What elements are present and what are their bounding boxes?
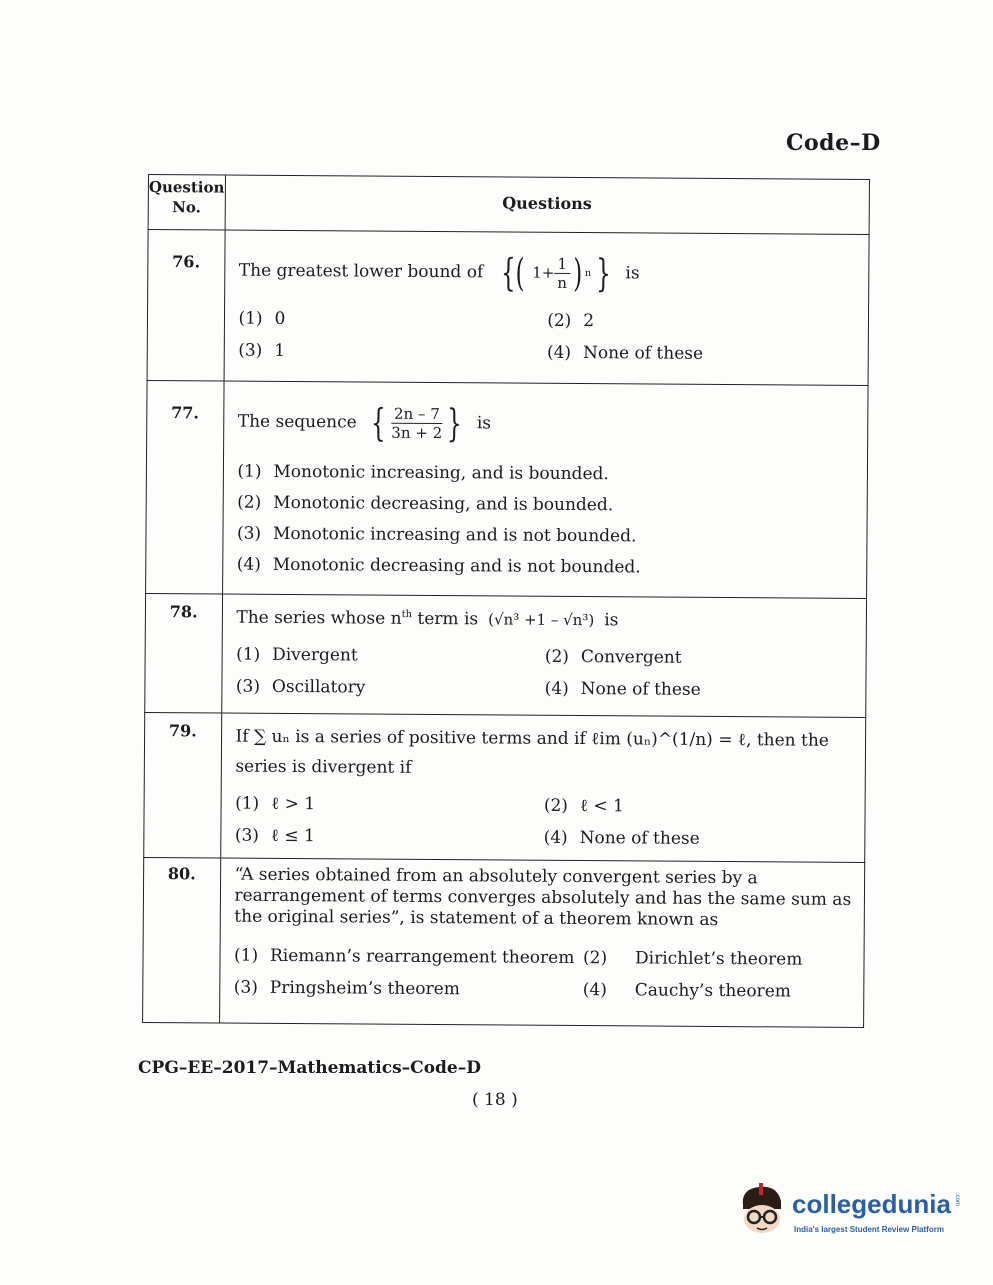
opt-text: Oscillatory — [271, 676, 366, 698]
option-3 — [237, 524, 855, 548]
question-row-80 — [143, 857, 865, 1027]
table-header-row — [148, 175, 869, 235]
expr-exp: n — [584, 267, 592, 279]
logo-suffix: .com — [954, 1193, 960, 1207]
option-2 — [547, 311, 856, 333]
option-4 — [583, 980, 852, 1002]
opt-num: (1) — [236, 644, 261, 665]
opt-text: Convergent — [580, 647, 682, 668]
question-body — [224, 230, 870, 385]
option-2 — [583, 948, 852, 970]
question-stem — [239, 245, 857, 301]
opt-num: (3) — [236, 523, 262, 544]
opt-text: Monotonic decreasing and is not bounded. — [272, 554, 641, 578]
expression: {( 1+ $\frac{1}{n}$ ) n } — [500, 250, 611, 296]
option-4 — [545, 679, 854, 701]
option-3 — [235, 826, 544, 848]
questions-header: Questions — [225, 175, 870, 234]
opt-num: (2) — [582, 948, 608, 969]
option-2 — [237, 493, 855, 517]
opt-num: (4) — [582, 980, 607, 1001]
expr-one: 1+ — [532, 263, 555, 282]
opt-text: None of these — [582, 343, 704, 364]
header-no-line1: Question — [148, 178, 225, 197]
mascot-icon — [737, 1183, 787, 1235]
opt-num: (4) — [236, 554, 261, 575]
opt-num: (2) — [543, 795, 569, 816]
stem-sup: th — [401, 609, 413, 621]
opt-text: Monotonic decreasing, and is bounded. — [273, 492, 614, 516]
frac-num: 2n – 7 — [391, 404, 443, 423]
expression: (√n³ +1 – √n³) — [488, 610, 595, 630]
opt-text: 1 — [274, 340, 286, 361]
opt-text: Monotonic increasing, and is bounded. — [273, 461, 609, 485]
option-3 — [234, 978, 583, 1000]
stem-text: If ∑ uₙ is a series of positive terms and if ℓim (uₙ)^(1/n) = ℓ, then the series is divergent if — [235, 726, 829, 778]
option-4 — [237, 555, 855, 579]
expr-frac — [554, 254, 570, 291]
option-1 — [235, 794, 544, 816]
question-table — [142, 174, 870, 1028]
opt-text: Dirichlet’s theorem — [634, 948, 803, 970]
opt-num: (2) — [237, 492, 262, 513]
logo-name: collegedunia — [792, 1189, 951, 1219]
opt-text: None of these — [580, 679, 701, 700]
options — [235, 794, 853, 850]
logo-tagline: India's largest Student Review Platform — [794, 1225, 944, 1234]
opt-num: (4) — [546, 342, 572, 363]
stem-mid: term is — [417, 608, 479, 630]
opt-text: ℓ > 1 — [271, 793, 316, 815]
expression: { $\frac{2n - 7}{3n + 2}$ } — [371, 400, 463, 446]
opt-num: (1) — [235, 793, 260, 814]
stem-text: “A series obtained from an absolutely convergent series by a rearrangement of terms converges absolutely and has the same sum as the original series”, is statement of a theorem known as — [234, 864, 852, 930]
page-number: ( 18 ) — [472, 1090, 518, 1110]
option-2 — [545, 647, 854, 669]
stem-text: The greatest lower bound of — [238, 260, 484, 283]
option-1 — [237, 462, 855, 486]
opt-text: 2 — [583, 311, 595, 332]
opt-text: Pringsheim’s theorem — [269, 977, 460, 1000]
stem-text: The sequence — [237, 411, 357, 433]
question-body — [220, 713, 865, 862]
question-number: 77. — [146, 380, 224, 594]
question-stem — [238, 396, 856, 452]
option-4 — [547, 343, 856, 365]
stem-text — [236, 608, 478, 630]
opt-num: (3) — [234, 825, 260, 846]
opt-num: (4) — [543, 827, 568, 848]
options — [234, 946, 852, 1002]
opt-num: (4) — [544, 678, 569, 699]
question-stem — [235, 722, 853, 786]
option-4 — [544, 828, 853, 850]
question-stem — [236, 603, 854, 637]
option-1 — [234, 946, 583, 968]
opt-num: (1) — [237, 461, 262, 482]
option-1 — [238, 309, 547, 331]
options — [237, 462, 855, 579]
question-no-header — [148, 175, 225, 231]
frac-den: 3n + 2 — [391, 423, 443, 442]
stem-after: is — [625, 263, 640, 284]
opt-text: Riemann’s rearrangement theorem — [269, 945, 575, 968]
question-row-76 — [147, 230, 869, 386]
stem-before: The series whose n — [236, 607, 402, 629]
opt-text: 0 — [274, 308, 286, 329]
question-body — [221, 594, 866, 717]
question-stem — [234, 865, 852, 932]
stem-after: is — [604, 610, 619, 631]
question-row-77 — [146, 380, 868, 598]
collegedunia-logo — [737, 1183, 967, 1243]
question-row-79 — [144, 712, 866, 862]
opt-text: ℓ < 1 — [579, 796, 624, 817]
option-2 — [544, 796, 853, 818]
stem-after: is — [476, 413, 492, 434]
frac-num: 1 — [554, 254, 570, 273]
opt-text: None of these — [579, 828, 700, 849]
question-row-78 — [145, 593, 867, 717]
expr-frac — [391, 404, 443, 441]
option-3 — [236, 677, 545, 699]
opt-text: Divergent — [272, 644, 358, 666]
frac-den: n — [557, 273, 568, 292]
opt-num: (3) — [233, 977, 258, 998]
options — [238, 309, 856, 365]
opt-text: ℓ ≤ 1 — [270, 825, 315, 847]
question-body — [222, 381, 868, 598]
opt-num: (3) — [235, 676, 261, 697]
header-no-line2: No. — [172, 198, 201, 217]
opt-text: Cauchy’s theorem — [634, 980, 791, 1002]
opt-num: (3) — [238, 340, 263, 361]
question-number: 80. — [143, 857, 221, 1023]
opt-num: (2) — [547, 310, 572, 331]
opt-num: (2) — [544, 646, 570, 667]
opt-num: (1) — [238, 308, 263, 329]
opt-num: (1) — [233, 945, 259, 966]
code-label: Code–D — [786, 130, 881, 156]
document-footer-code: CPG–EE–2017–Mathematics–Code–D — [138, 1058, 481, 1078]
option-1 — [236, 645, 545, 667]
question-number: 76. — [147, 230, 225, 382]
opt-text: Monotonic increasing and is not bounded. — [272, 523, 637, 547]
options — [236, 645, 854, 701]
option-3 — [238, 341, 547, 363]
question-number: 79. — [144, 712, 222, 858]
question-number: 78. — [145, 593, 222, 713]
question-body — [219, 858, 865, 1027]
